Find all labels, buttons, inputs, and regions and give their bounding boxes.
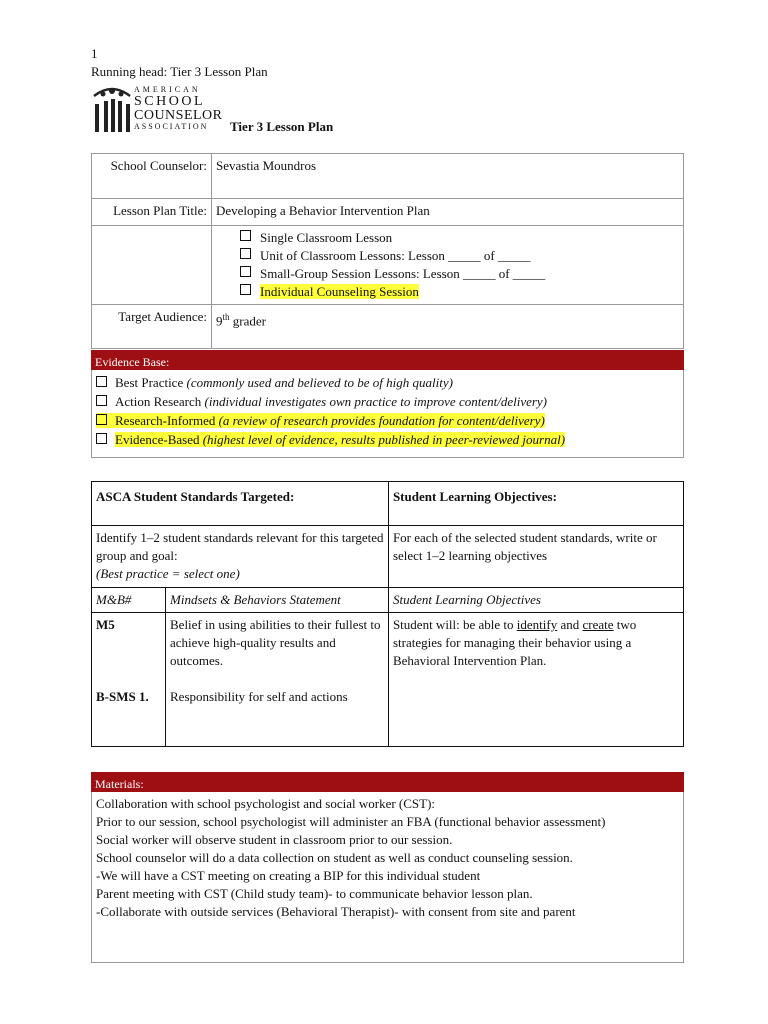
standards-header: ASCA Student Standards Targeted:: [92, 482, 389, 526]
lesson-info-table: [91, 153, 684, 349]
objectives-instructions: For each of the selected student standards, write or select 1–2 learning objectives: [388, 526, 683, 588]
evidence-option[interactable]: [96, 430, 679, 449]
counselor-label: School Counselor:: [92, 154, 212, 199]
checkbox-icon[interactable]: [96, 395, 107, 406]
asca-logo: [92, 84, 232, 134]
standard-statement: Responsibility for self and actions: [170, 689, 348, 704]
logo-text-line: ASSOCIATION: [134, 122, 209, 131]
logo-text-line: AMERICAN: [134, 85, 201, 94]
checkbox-icon[interactable]: [240, 230, 251, 241]
standard-statement: Belief in using abilities to their fullest to achieve high-quality results and outcomes.: [170, 617, 381, 668]
page-number: 1: [91, 46, 98, 61]
audience-sup: th: [222, 312, 230, 322]
evidence-label: Action Research: [115, 394, 202, 409]
materials-list: [91, 792, 684, 963]
lesson-title-label: Lesson Plan Title:: [92, 199, 212, 226]
logo-text-line: COUNSELOR: [134, 108, 223, 123]
standard-code: M5: [96, 617, 115, 632]
code-subheader: M&B#: [92, 588, 166, 613]
materials-line: -We will have a CST meeting on creating a BIP for this individual student: [96, 868, 481, 883]
checkbox-icon[interactable]: [96, 414, 107, 425]
evidence-option[interactable]: [96, 392, 679, 411]
lesson-type-option[interactable]: [240, 229, 679, 247]
audience-grade: 9: [216, 313, 223, 329]
pillars-logo-icon: [92, 84, 132, 134]
standard-statements: [166, 613, 389, 747]
evidence-base-list: [91, 370, 684, 458]
checkbox-icon[interactable]: [96, 376, 107, 387]
evidence-label: Evidence-Based: [115, 432, 200, 447]
materials-line: Parent meeting with CST (Child study team)- to communicate behavior lesson plan.: [96, 886, 533, 901]
evidence-base-header: Evidence Base:: [91, 350, 684, 370]
materials-line: Collaboration with school psychologist and social worker (CST):: [96, 796, 436, 811]
standards-instructions: [92, 526, 389, 588]
materials-line: School counselor will do a data collection on student as well as conduct counseling session.: [96, 850, 573, 865]
evidence-label: Research-Informed: [115, 413, 216, 428]
learning-objective: Student will: be able to identify and create two strategies for managing their behavior using a Behavioral Intervention Plan.: [388, 613, 683, 747]
lesson-type-label: Single Classroom Lesson: [260, 230, 393, 245]
evidence-desc: (individual investigates own practice to improve content/delivery): [201, 394, 548, 409]
lesson-title-value: Developing a Behavior Intervention Plan: [212, 199, 684, 226]
checkbox-icon[interactable]: [240, 266, 251, 277]
lesson-type-option[interactable]: [240, 265, 679, 283]
objectives-header: Student Learning Objectives:: [388, 482, 683, 526]
standard-codes: [92, 613, 166, 747]
standards-table: [91, 481, 684, 747]
objectives-subheader: Student Learning Objectives: [388, 588, 683, 613]
lesson-type-label: Unit of Classroom Lessons: Lesson _____ of _____: [260, 248, 531, 263]
lesson-type-option[interactable]: [240, 247, 679, 265]
audience-label: Target Audience:: [92, 305, 212, 349]
materials-line: -Collaborate with outside services (Behavioral Therapist)- with consent from site and parent: [96, 904, 576, 919]
evidence-option[interactable]: [96, 373, 679, 392]
logo-text-line: SCHOOL: [134, 94, 206, 109]
materials-line: Prior to our session, school psychologist will administer an FBA (functional behavior assessment): [96, 814, 606, 829]
counselor-value: Sevastia Moundros: [212, 154, 684, 199]
evidence-desc: (a review of research provides foundation for content/delivery): [215, 413, 545, 428]
lesson-type-label: Small-Group Session Lessons: Lesson _____ of _____: [260, 266, 546, 281]
evidence-desc: (highest level of evidence, results published in peer-reviewed journal): [199, 432, 566, 447]
checkbox-icon[interactable]: [240, 284, 251, 295]
evidence-option[interactable]: [96, 411, 679, 430]
page-title: Tier 3 Lesson Plan: [230, 119, 334, 134]
materials-line: Social worker will observe student in classroom prior to our session.: [96, 832, 453, 847]
checkbox-icon[interactable]: [96, 433, 107, 444]
materials-header: Materials:: [91, 772, 684, 792]
lesson-type-label-cell: [92, 226, 212, 305]
lesson-type-label-highlighted: Individual Counseling Session: [260, 284, 419, 299]
lesson-type-list: [216, 229, 679, 301]
audience-rest: grader: [229, 313, 266, 329]
lesson-type-option[interactable]: [240, 283, 679, 301]
lesson-type-cell: [212, 226, 684, 305]
running-head: Running head: Tier 3 Lesson Plan: [91, 64, 268, 79]
standards-instructions-text: Identify 1–2 student standards relevant for this targeted group and goal:: [96, 530, 384, 563]
checkbox-icon[interactable]: [240, 248, 251, 259]
standards-instructions-note: (Best practice = select one): [96, 566, 240, 581]
evidence-label: Best Practice: [115, 375, 184, 390]
evidence-desc: (commonly used and believed to be of high quality): [183, 375, 453, 390]
statement-subheader: Mindsets & Behaviors Statement: [166, 588, 389, 613]
standard-code: B-SMS 1.: [96, 689, 149, 704]
audience-value: [212, 305, 684, 349]
